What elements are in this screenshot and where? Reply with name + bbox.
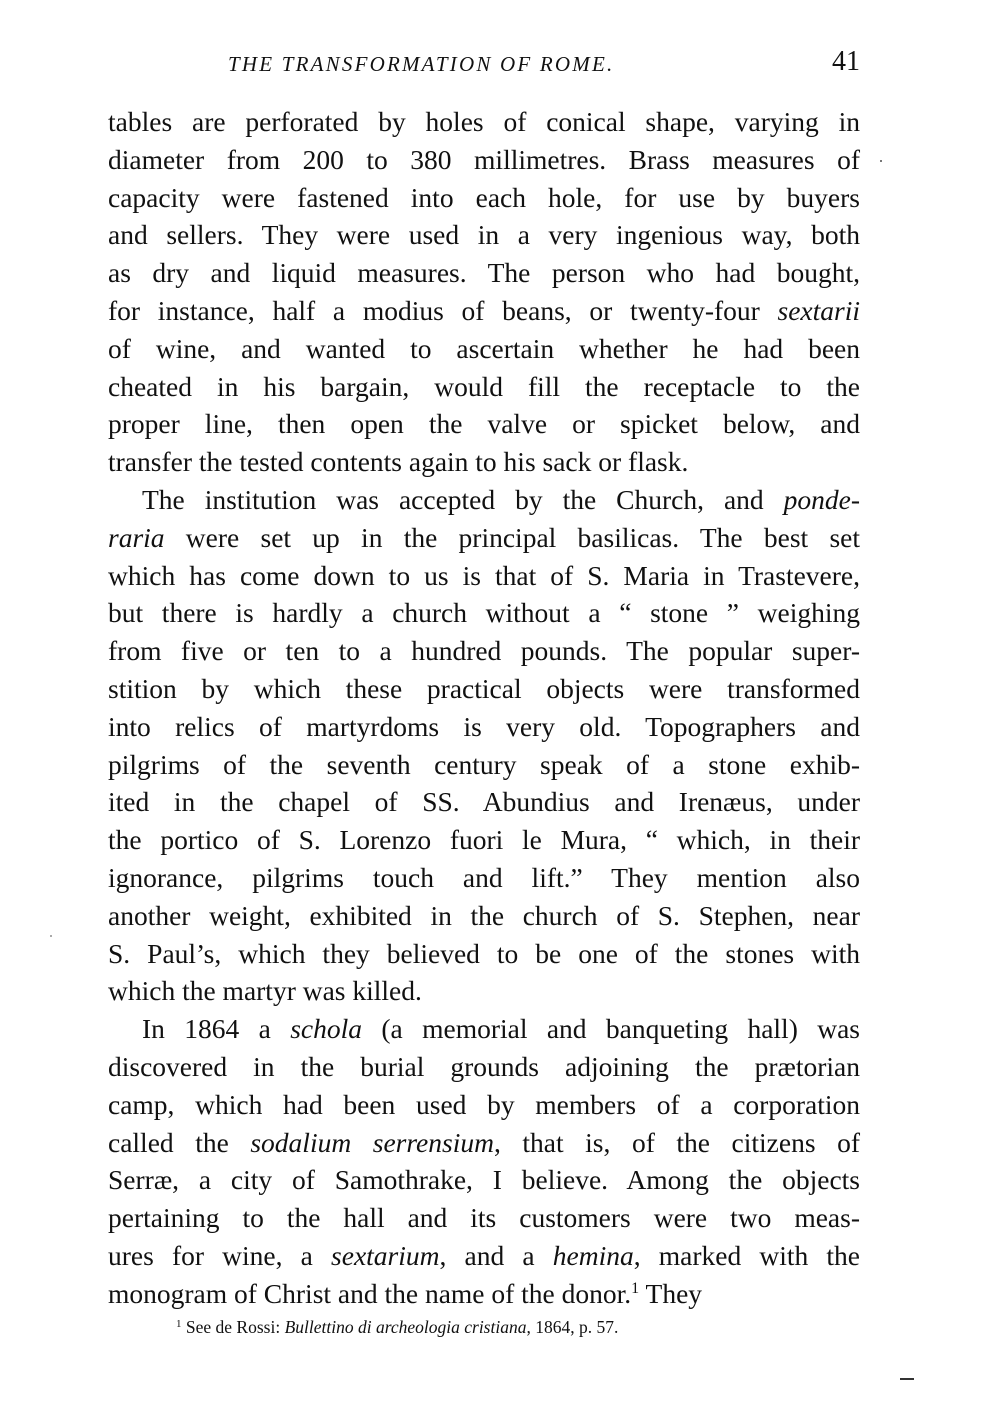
- text-line: from five or ten to a hundred pounds. The popular super-: [108, 635, 860, 667]
- text-line: called the sodalium serrensium, that is, of the citizens of: [108, 1126, 860, 1158]
- page-header: [108, 46, 860, 84]
- text-line: monogram of Christ and the name of the donor.$^1$ They: [108, 1277, 703, 1309]
- running-title: THE TRANSFORMATION OF ROME.: [228, 52, 615, 76]
- text-line: which has come down to us is that of S. Maria in Trastevere,: [108, 559, 860, 591]
- text-line: camp, which had been used by members of a corporation: [108, 1088, 860, 1120]
- text-line: for instance, half a modius of beans, or twenty-four sextarii: [108, 294, 860, 326]
- paragraph: [108, 103, 860, 481]
- paragraph: [108, 1010, 860, 1312]
- footnote: [176, 1317, 618, 1338]
- text-line: capacity were fastened into each hole, for use by buyers: [108, 181, 860, 213]
- text-line: discovered in the burial grounds adjoining the prætorian: [108, 1050, 860, 1082]
- text-line: ures for wine, a sextarium, and a hemina, marked with the: [108, 1239, 860, 1271]
- paragraph: [108, 481, 860, 1010]
- page-speck: [880, 160, 882, 162]
- text-line: S. Paul’s, which they believed to be one of the stones with: [108, 937, 860, 969]
- text-line: into relics of martyrdoms is very old. Topographers and: [108, 710, 860, 742]
- footnote-marker: 1: [176, 1318, 182, 1330]
- text-line: of wine, and wanted to ascertain whether he had been: [108, 332, 860, 364]
- text-line: another weight, exhibited in the church of S. Stephen, near: [108, 899, 860, 931]
- text-line: ignorance, pilgrims touch and lift.” They mention also: [108, 861, 860, 893]
- margin-dash: [900, 1378, 914, 1380]
- text-line: stition by which these practical objects were transformed: [108, 672, 860, 704]
- text-line: and sellers. They were used in a very ingenious way, both: [108, 219, 860, 251]
- text-line: as dry and liquid measures. The person who had bought,: [108, 257, 860, 289]
- text-line: which the martyr was killed.: [108, 975, 422, 1007]
- text-line: tables are perforated by holes of conical shape, varying in: [108, 106, 860, 137]
- text-line: proper line, then open the valve or spicket below, and: [108, 408, 860, 440]
- page-number: 41: [832, 46, 860, 77]
- text-line: the portico of S. Lorenzo fuori le Mura, “ which, in their: [108, 824, 860, 856]
- text-line: pertaining to the hall and its customers were two meas-: [108, 1202, 860, 1234]
- text-line: pilgrims of the seventh century speak of a stone exhib-: [108, 748, 860, 780]
- text-line: cheated in his bargain, would fill the receptacle to the: [108, 370, 860, 402]
- body-text: [108, 103, 860, 1313]
- text-line: but there is hardly a church without a “ stone ” weighing: [108, 597, 860, 629]
- text-line: Serræ, a city of Samothrake, I believe. Among the objects: [108, 1164, 860, 1196]
- text-line: In 1864 a schola (a memorial and banqueting hall) was: [142, 1013, 860, 1045]
- text-line: ited in the chapel of SS. Abundius and Irenæus, under: [108, 786, 860, 818]
- footnote-prefix: See de Rossi:: [185, 1317, 285, 1337]
- text-line: transfer the tested contents again to his sack or flask.: [108, 446, 689, 478]
- text-line: The institution was accepted by the Church, and ponde-: [142, 483, 860, 515]
- text-line: raria were set up in the principal basilicas. The best set: [108, 521, 860, 553]
- text-line: diameter from 200 to 380 millimetres. Brass measures of: [108, 143, 860, 175]
- footnote-suffix: , 1864, p. 57.: [526, 1317, 619, 1337]
- footnote-title: Bullettino di archeologia cristiana: [284, 1317, 527, 1337]
- page-speck: [50, 935, 52, 937]
